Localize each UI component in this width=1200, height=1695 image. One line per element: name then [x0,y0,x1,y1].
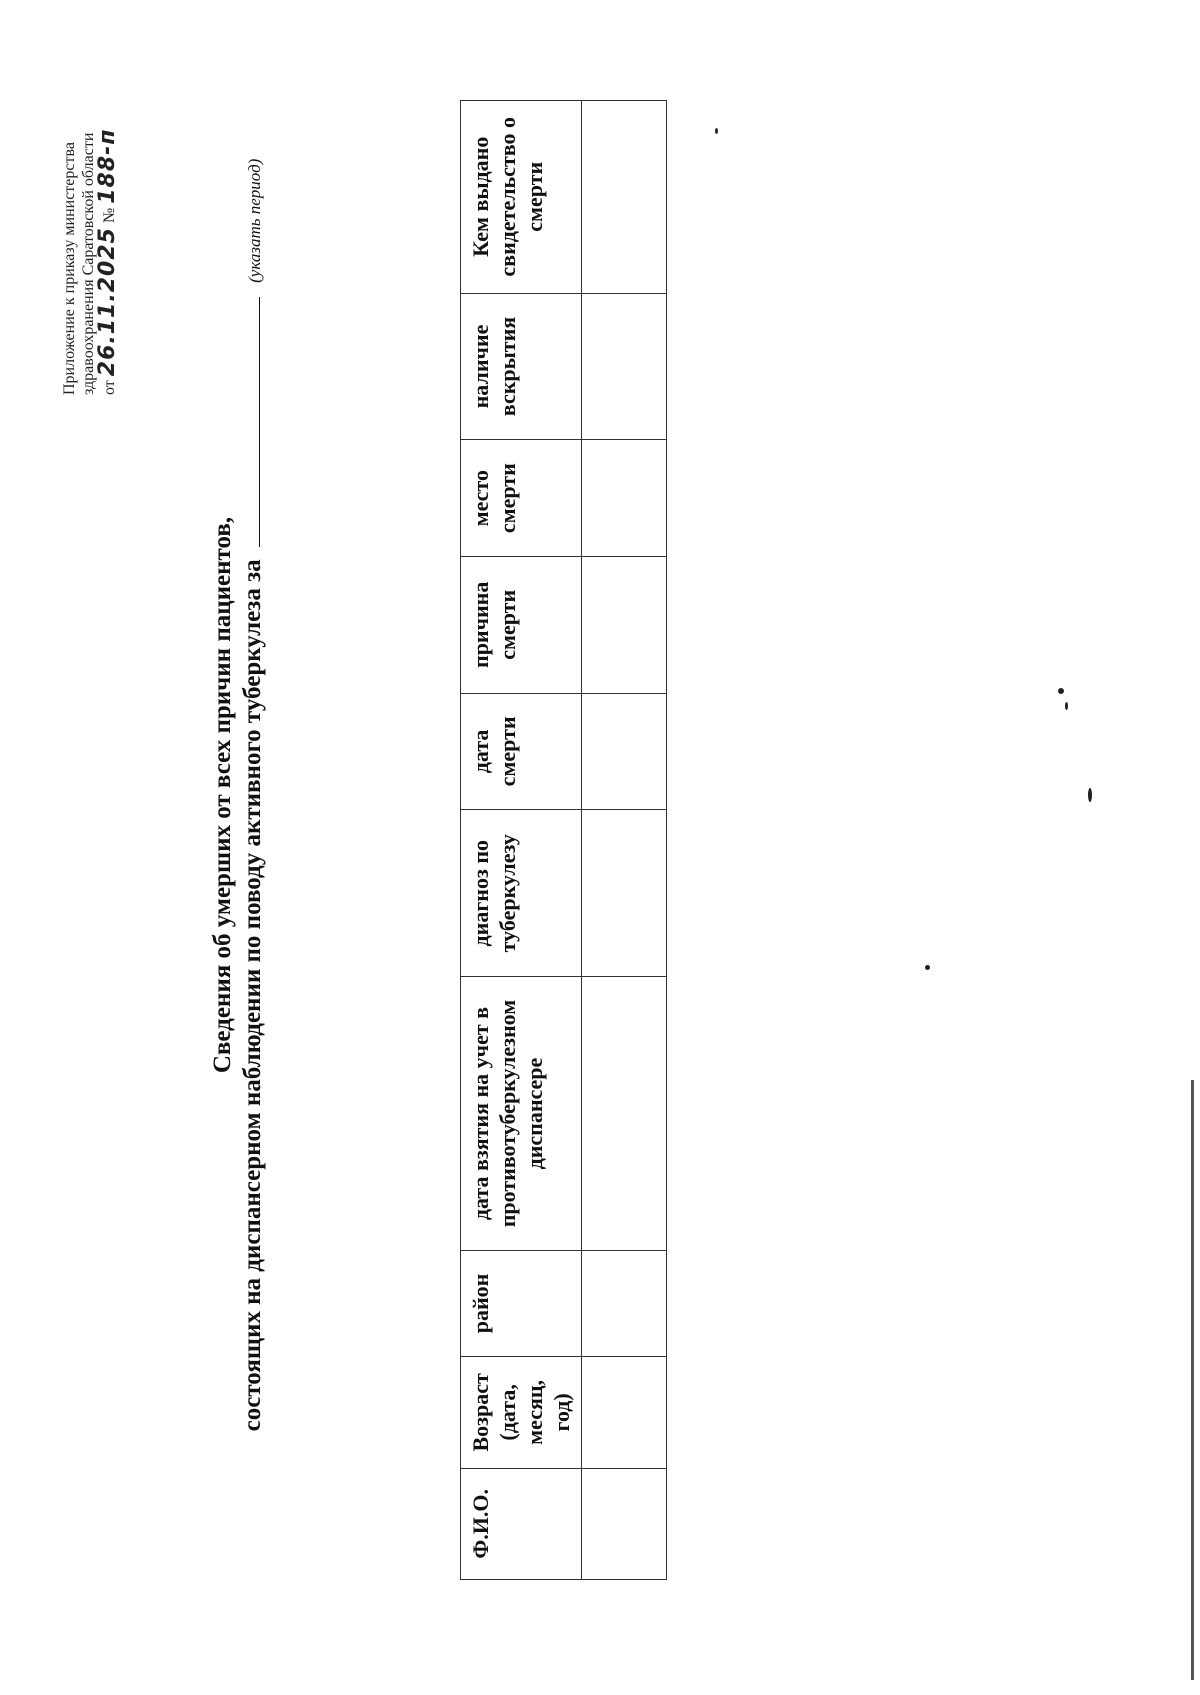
deaths-table [460,100,667,1580]
header-cell: дата взятия на учет в противотуберкулезном диспансере [461,977,582,1251]
period-blank [239,297,260,547]
table-cell[interactable] [582,1357,667,1468]
header-cell: диагноз по туберкулезу [461,810,582,977]
annex-line-3 [95,35,120,395]
table-cell[interactable] [582,293,667,440]
scan-speck [715,128,718,134]
table-cell[interactable] [582,977,667,1251]
header-cell: Ф.И.О. [461,1468,582,1579]
table-cell[interactable] [582,556,667,693]
annex-number-label: № [101,207,118,224]
table-cell[interactable] [582,1250,667,1356]
scan-speck [925,965,930,970]
period-hint: (указать период) [245,158,264,283]
table-cell[interactable] [582,1468,667,1579]
header-cell: место смерти [461,440,582,556]
table-header-row [461,101,582,1580]
document-title [208,95,270,1495]
annex-date: 26.11.2025 [95,227,120,377]
table-cell[interactable] [582,101,667,294]
annex-number: 188-п [95,128,120,204]
annex-note [60,35,119,395]
table-row [582,101,667,1580]
title-line-2 [238,95,270,1495]
header-cell: причина смерти [461,556,582,693]
annex-line-1: Приложение к приказу министерства [61,142,78,395]
scan-speck [1065,702,1068,710]
title-line-2-text: состоящих на диспансерном наблюдении по поводу активного туберкулеза за [239,559,266,1432]
header-cell: наличие вскрытия [461,293,582,440]
header-cell: район [461,1250,582,1356]
annex-line-2: здравоохранения Саратовской области [80,132,97,395]
header-cell: Кем выдано свидетельство о смерти [461,101,582,294]
scan-speck [1088,788,1092,802]
title-line-1: Сведения об умерших от всех причин пациентов, [209,516,236,1074]
annex-from-label: от [101,380,118,395]
table-cell[interactable] [582,440,667,556]
scan-speck [1058,688,1064,694]
header-cell: дата смерти [461,693,582,809]
table-cell[interactable] [582,810,667,977]
table-cell[interactable] [582,693,667,809]
scan-edge-line [1191,1080,1194,1680]
header-cell: Возраст (дата, месяц, год) [461,1357,582,1468]
